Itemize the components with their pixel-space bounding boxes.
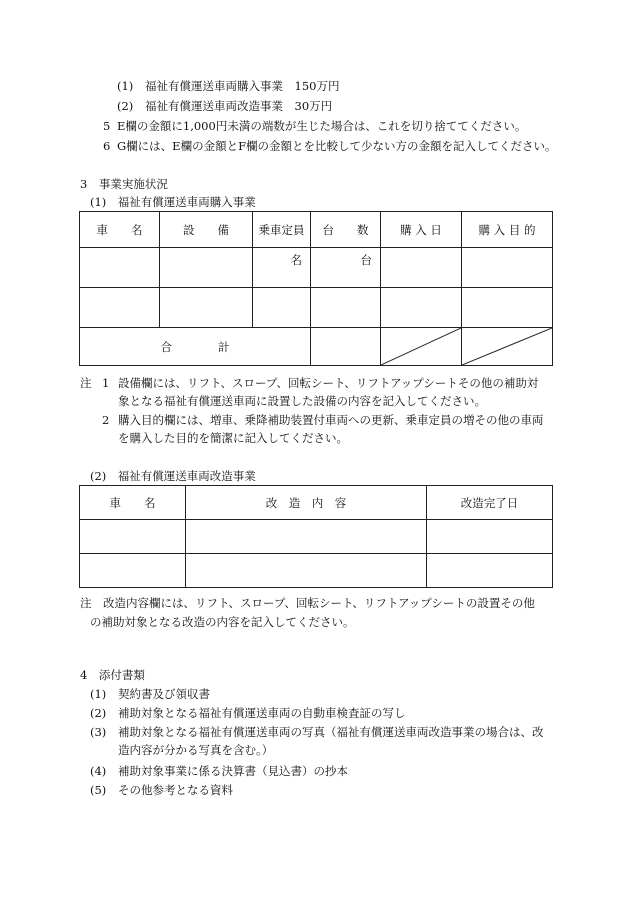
attachment-number: (2) [90,706,107,720]
attachment-number: (1) [90,687,107,701]
header-capacity: 乗車定員 [253,212,311,248]
note-number: 1 [102,376,110,390]
attachment-item [90,724,544,740]
attachment-number: (3) [90,725,107,739]
cell-purchase-purpose [462,248,553,288]
note-2 [102,412,544,428]
cell-equipment [160,248,253,288]
diagonal-slash [462,328,552,365]
list-item-purchase [117,78,339,94]
cell-purchase-date [381,288,462,328]
note-1 [80,375,538,391]
diagonal-slash [381,328,461,365]
cell-completion-date [427,520,553,554]
cell-modification-content [186,520,427,554]
list-item-modification [117,98,332,114]
header-vehicle-name: 車 名 [80,212,160,248]
attachment-number: (4) [90,764,107,778]
table-row [80,554,553,588]
attachment-text: 契約書及び領収書 [118,687,210,701]
cell-vehicle-name [80,248,160,288]
table-row [80,288,553,328]
cell-purchase-purpose [462,288,553,328]
header-modification-content: 改 造 内 容 [186,486,427,520]
attachment-item [90,686,210,702]
cell-capacity [253,288,311,328]
cell-vehicle-name [80,554,186,588]
attachment-text: 補助対象事業に係る決算書（見込書）の抄本 [118,764,348,778]
note-text: 設備欄には、リフト、スロープ、回転シート、リフトアップシートその他の補助対 [118,376,539,390]
note-number: 6 [103,139,111,153]
section-3-heading: 3 事業実施状況 [80,177,168,191]
attachment-text: 補助対象となる福祉有償運送車両の自動車検査証の写し [118,706,406,720]
note-mark: 注 [80,376,92,390]
list-text: 福祉有償運送車両改造事業 30万円 [145,99,333,113]
total-count-cell [311,328,381,366]
cell-count-unit: 台 [311,248,381,288]
cell-purchase-date [381,248,462,288]
total-label: 合 計 [80,328,311,366]
section-4-heading: 4 添付書類 [80,668,145,682]
note-text: 購入目的欄には、増車、乗降補助装置付車両への更新、乗車定員の増その他の車両 [118,413,544,427]
header-purchase-date: 購 入 日 [381,212,462,248]
note-modification-continued: の補助対象となる改造の内容を記入してください。 [90,615,355,629]
attachment-text: 補助対象となる福祉有償運送車両の写真（福祉有償運送車両改造事業の場合は、改 [118,725,544,739]
subsection-purchase-heading: (1) 福祉有償運送車両購入事業 [90,195,256,209]
header-vehicle-name: 車 名 [80,486,186,520]
table-header-row [80,212,553,248]
attachment-item-continued: 造内容が分かる写真を含む。） [118,743,274,757]
table-header-row [80,486,553,520]
attachment-item [90,763,348,779]
list-number: (1) [117,79,134,93]
cell-equipment [160,288,253,328]
modification-table [79,485,553,588]
cell-count [311,288,381,328]
note-6 [103,138,557,154]
header-count: 台 数 [311,212,381,248]
note-modification: 注 改造内容欄には、リフト、スロープ、回転シート、リフトアップシートの設置その他 [80,596,535,610]
header-completion-date: 改造完了日 [427,486,553,520]
total-row [80,328,553,366]
header-equipment: 設 備 [160,212,253,248]
diagonal-cell-date [381,328,462,366]
note-text: G欄には、E欄の金額とF欄の金額とを比較して少ない方の金額を記入してください。 [117,139,557,153]
list-number: (2) [117,99,134,113]
cell-vehicle-name [80,288,160,328]
note-text: E欄の金額に1,000円未満の端数が生じた場合は、これを切り捨ててください。 [117,119,527,133]
note-number: 5 [103,119,111,133]
cell-modification-content [186,554,427,588]
note-number: 2 [102,413,110,427]
table-row [80,520,553,554]
attachment-text: その他参考となる資料 [118,783,233,797]
attachment-item [90,705,406,721]
diagonal-cell-purpose [462,328,553,366]
purchase-table [79,211,553,366]
note-5 [103,118,526,134]
cell-capacity-unit: 名 [253,248,311,288]
list-text: 福祉有償運送車両購入事業 150万円 [145,79,340,93]
header-purchase-purpose: 購 入 目 的 [462,212,553,248]
note-1-continued: 象となる福祉有償運送車両に設置した設備の内容を記入してください。 [118,394,486,408]
cell-completion-date [427,554,553,588]
subsection-modification-heading: (2) 福祉有償運送車両改造事業 [90,469,256,483]
attachment-item [90,782,233,798]
attachment-number: (5) [90,783,107,797]
cell-vehicle-name [80,520,186,554]
table-row [80,248,553,288]
note-2-continued: を購入した目的を簡潔に記入してください。 [118,431,348,445]
